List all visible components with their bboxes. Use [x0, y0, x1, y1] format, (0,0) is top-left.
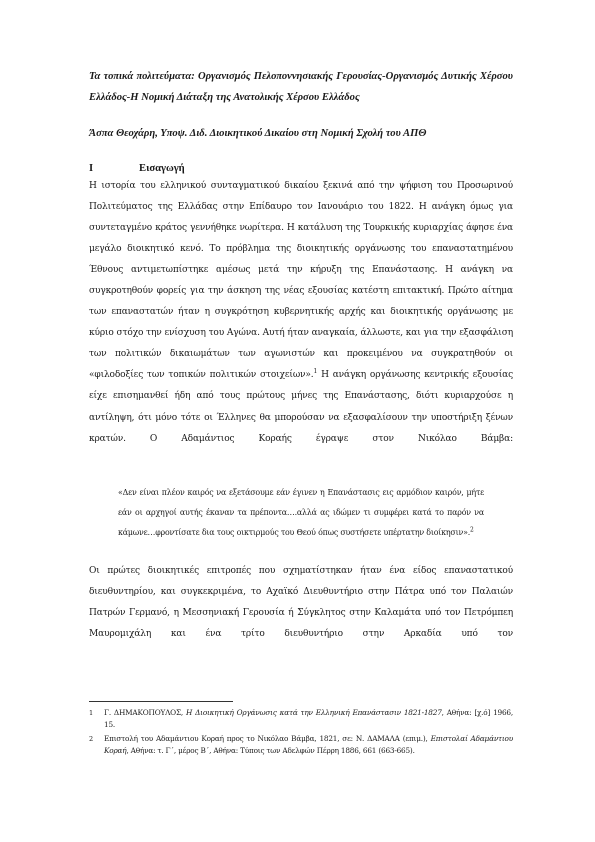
paragraph-text: Οι πρώτες διοικητικές επιτροπές που σχηματίστηκαν ήταν ένα είδος επαναστατικού διευθυντηρίου, και συγκεκριμένα, το Αχαϊκό Διευθυντήριο στην Πάτρα υπό τον Παλαιών Πατρών Γερμανό, η Μεσσηνιακή Γερουσία ή Σύγκλητος στην Καλαμάτα υπό τον Πετρόμπεη Μαυρομιχάλη και ένα τρίτο διευθυντήριο στην Αρκαδία υπό τον: [89, 566, 513, 640]
paragraph-text: Η ιστορία του ελληνικού συνταγματικού δικαίου ξεκινά από την ψήφιση του Προσωρινού Πολιτεύματος της Ελλάδας στην Επίδαυρο τον Ιανουάριο του 1822. Η ανάγκη όμως για συντεταγμένο κράτος γεννήθηκε νωρίτερα. Η κατάλυση της Τουρκικής κυριαρχίας άφησε ένα μεγάλο διοικητικό κενό. Το πρόβλημα της διοικητικής οργάνωσης του επαναστατημένου Έθνους αντιμετωπίστηκε αμέσως μετά την κήρυξη της Επανάστασης. Η ανάγκη να συγκροτηθούν φορείς για την άσκηση της νέας εξουσίας κατέστη επιτακτική. Πρώτο αίτημα των επαναστατών ήταν η συγκρότηση κυβερνητικής αρχής και διοικητικής οργάνωσης με κύριο στόχο την ενίσχυση του Αγώνα. Αυτή ήταν αναγκαία, άλλωστε, και για την εξασφάλιση των πολιτικών δικαιωμάτων των αγωνιστών και προκειμένου να συγκρατηθούν οι «φιλοδοξίες των τοπικών πολιτικών στοιχείων».: [89, 181, 513, 381]
footnote-text: , Αθήνα: τ. Γ΄, μέρος Β΄, Αθήνα: Τύποις των Αδελφών Πέρρη 1886, 661 (663-665).: [126, 746, 415, 755]
block-quote: [118, 483, 484, 542]
footnote-work-title: Η Διοικητική Οργάνωσις κατά την Ελληνική Επανάστασιν 1821-1827: [185, 708, 442, 717]
author-line: Άσπα Θεοχάρη, Υποψ. Διδ. Διοικητικού Δικαίου στη Νομική Σχολή του ΑΠΘ: [89, 128, 427, 139]
footnote-work-title: Επιστολαί Αδαμάντιου Κοραή: [104, 734, 513, 755]
paper-title: Τα τοπικά πολιτεύματα: Οργανισμός Πελοποννησιακής Γερουσίας-Οργανισμός Δυτικής Χέρσου Ελλάδος-Η Νομική Διάταξη της Ανατολικής Χέρσου Ελλάδος: [89, 71, 513, 103]
footnote-divider: [89, 701, 233, 702]
footnote-number: 1: [89, 709, 93, 717]
footnote-1: [89, 707, 513, 731]
footnote-text: , Αθήνα: [χ.ό] 1966, 15.: [104, 708, 513, 729]
footnote-2: [89, 733, 513, 757]
intro-paragraph: [89, 176, 513, 450]
second-paragraph: [89, 561, 513, 645]
footnote-text: Γ. ΔΗΜΑΚΟΠΟΥΛΟΣ,: [104, 708, 186, 717]
section-number: I: [89, 163, 94, 174]
quote-text: «Δεν είναι πλέον καιρός να εξετάσουμε εάν έγινεν η Επανάστασις εις αρμόδιον καιρόν, μήτε εάν οι αρχηγοί αυτής έκαναν τα πρέποντα….αλλά ας ιδώμεν τι συμφέρει κατά το παρόν να κάμωνε…φροντίσατε δια τους οικτιρμούς του Θεού όπως συστήσετε υπέρτατην διοίκησιν».: [118, 488, 484, 537]
paragraph-text: Η ανάγκη οργάνωσης κεντρικής εξουσίας είχε επισημανθεί ήδη από τους πρώτους μήνες της Επανάστασης, διότι κυριαρχούσε η αντίληψη, ότι μόνο τότε οι Έλληνες θα μπορούσαν να εξασφαλίσουν την υποστήριξη ξένων κρατών. Ο Αδαμάντιος Κοραής έγραψε στον Νικόλαο Βάμβα:: [89, 370, 513, 444]
footnotes: [89, 707, 513, 759]
footnote-ref[interactable]: 2: [470, 525, 474, 533]
footnote-text: Επιστολή του Αδαμάντιου Κοραή προς το Νικόλαο Βάμβα, 1821, σε: Ν. ΔΑΜΑΛΑ (επιμ.),: [104, 734, 431, 743]
footnote-number: 2: [89, 735, 93, 743]
section-title: Εισαγωγή: [139, 163, 185, 174]
footnote-ref[interactable]: 1: [313, 368, 318, 376]
section-heading: [89, 161, 185, 177]
